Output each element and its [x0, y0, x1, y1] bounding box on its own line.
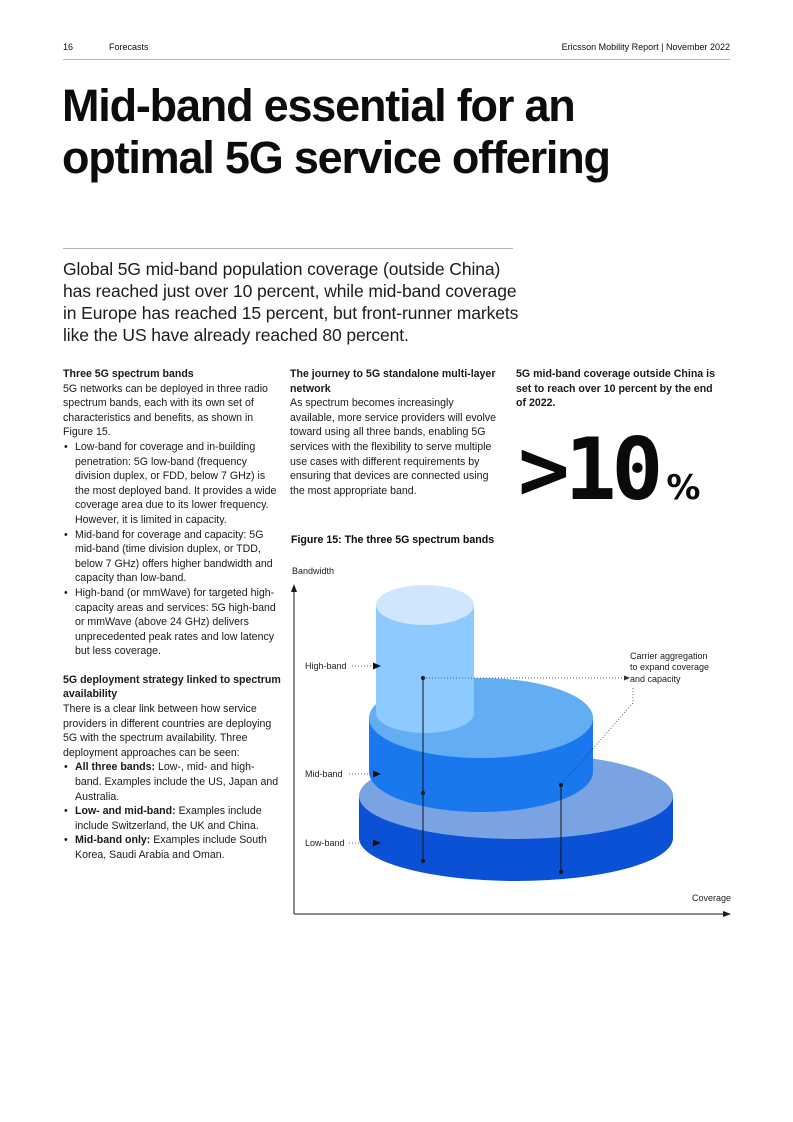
list-item [63, 804, 281, 833]
deployment-strategy-intro: There is a clear link between how service providers in different countries are deploying 5G with the spectrum availability. Three deployment approaches can be seen: [63, 703, 272, 759]
key-stat-unit: % [666, 468, 701, 508]
column-key-stat [516, 367, 716, 411]
x-axis-label: Coverage [691, 893, 731, 903]
list-item-bold: All three bands: [75, 761, 156, 774]
figure-caption: Figure 15: The three 5G spectrum bands [291, 534, 495, 546]
page-title [62, 80, 722, 184]
annotation-line-2: to expand coverage [630, 662, 710, 672]
deployment-approaches-list [63, 760, 281, 862]
standalone-heading: The journey to 5G standalone multi-layer network [290, 368, 496, 395]
list-item-text: Examples include South Korea, Saudi Arabia and Oman. [75, 834, 267, 861]
list-item [63, 833, 281, 862]
spectrum-bands-list [63, 440, 281, 659]
low-band-label: Low-band [305, 838, 345, 848]
spectrum-bands-figure [285, 560, 735, 925]
list-item-bold: Mid-band only: [75, 834, 151, 847]
list-item: • High-band (or mmWave) for targeted high-capacity areas and services: 5G high-band or mmWave (above 24 GHz) delivers unprecedented peak rates and low latency but less coverage. [63, 586, 281, 659]
standalone-body: As spectrum becomes increasingly available, more service providers will evolve toward using all three bands, enabling 5G services with the flexibility to serve multiple use cases with different requirements by ensuring that devices are connected using the most appropriate band. [290, 397, 497, 497]
column-spectrum-bands [63, 367, 281, 863]
page-header [63, 42, 730, 60]
list-item: • Low-band for coverage and in-building penetration: 5G low-band (frequency division duplex, or FDD, below 7 GHz) is the most deployed band. It provides a wide coverage area due to its lower frequency. However, it is limited in capacity. [63, 440, 281, 528]
annotation-line-1: Carrier aggregation [630, 651, 708, 661]
title-line-1: Mid-band essential for an [62, 80, 575, 131]
key-stat-heading: 5G mid-band coverage outside China is set to reach over 10 percent by the end of 2022. [516, 368, 715, 410]
report-name: Ericsson Mobility Report | November 2022 [561, 42, 730, 52]
list-item-bold: Low- and mid-band: [75, 805, 176, 818]
high-band-label: High-band [305, 661, 347, 671]
annotation-line-3: and capacity [630, 674, 681, 684]
guide-dot [421, 791, 425, 795]
list-item [63, 760, 281, 804]
guide-dot [421, 859, 425, 863]
high-band-cylinder-top [376, 585, 474, 625]
deployment-strategy-heading: 5G deployment strategy linked to spectrum availability [63, 673, 281, 701]
key-stat-value [518, 420, 700, 538]
lead-paragraph: Global 5G mid-band population coverage (outside China) has reached just over 10 percent, while mid-band coverage in Europe has reached 15 percent, but front-runner markets like the US have already reached 80 percent. [63, 259, 519, 345]
list-item: • Mid-band for coverage and capacity: 5G mid-band (time division duplex, or TDD, below 7 GHz) offers higher bandwidth and capacity than low-band. [63, 528, 281, 586]
y-axis-label: Bandwidth [292, 566, 335, 576]
guide-dot [559, 870, 563, 874]
page-number: 16 [63, 42, 74, 52]
spectrum-bands-heading: Three 5G spectrum bands [63, 368, 194, 380]
spectrum-bands-intro: 5G networks can be deployed in three radio spectrum bands, each with its own set of characteristics and benefits, as shown in Figure 15. [63, 382, 268, 439]
mid-band-label: Mid-band [305, 769, 343, 779]
lead-divider [63, 248, 513, 249]
list-item-text: Examples include include Switzerland, the UK and China. [75, 805, 262, 832]
key-stat-number: >10 [518, 420, 659, 520]
list-item-text: Low-, mid- and high-band. Examples include the US, Japan and Australia. [75, 761, 279, 803]
column-standalone-journey [290, 367, 500, 498]
title-line-2: optimal 5G service offering [62, 132, 610, 183]
section-name: Forecasts [109, 42, 149, 52]
y-axis-arrow-icon [291, 584, 297, 592]
x-axis-arrow-icon [723, 911, 731, 917]
